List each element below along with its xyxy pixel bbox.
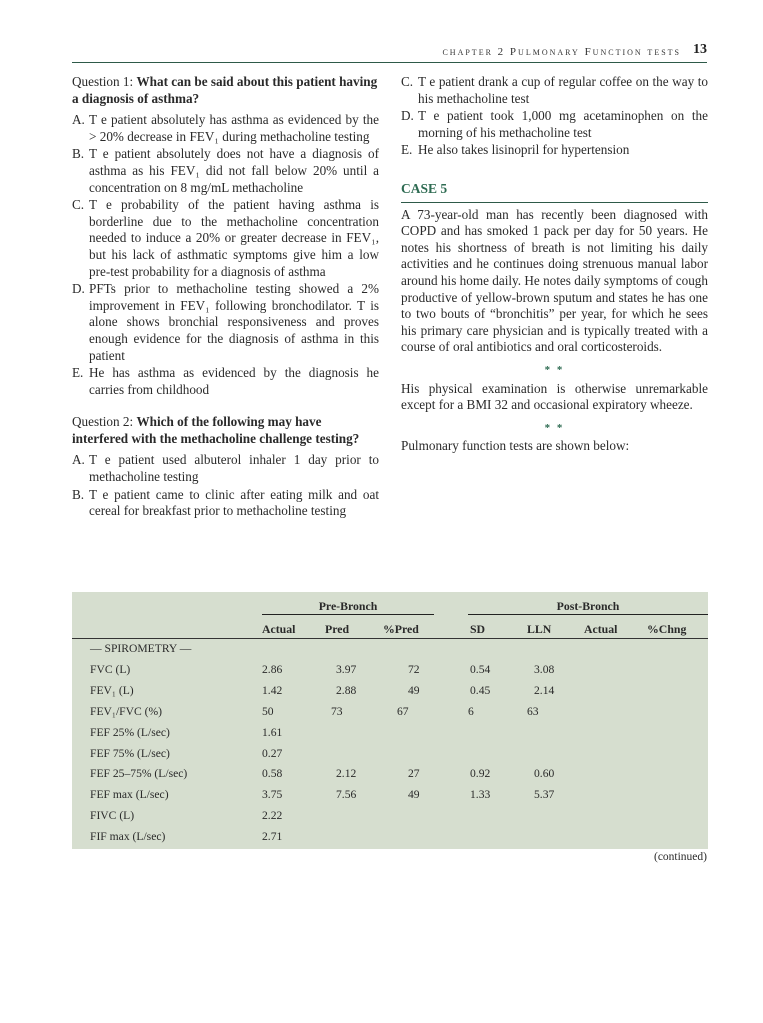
table-row: [72, 705, 708, 726]
column-header: LLN: [527, 622, 552, 636]
column-header: Pred: [325, 622, 350, 636]
table-cell: 2.88: [336, 683, 357, 697]
option-text: T e patient absolutely does not have a diagnosis of asthma as his FEV₁ did not fall below 20% until a concentration on 8 mg/mL methacholine: [89, 146, 379, 195]
option-letter: B.: [72, 146, 85, 162]
case-paragraph: His physical examination is otherwise unremarkable except for a BMI 32 and occasional expiratory wheeze.: [401, 380, 708, 413]
continued-note: (continued): [653, 851, 707, 863]
table-cell: 6: [468, 704, 474, 718]
option-text: T e patient came to clinic after eating milk and oat cereal for breakfast prior to methacholine testing: [89, 486, 379, 519]
table-cell: 27: [408, 767, 420, 781]
table-cell: 49: [408, 788, 420, 802]
option-letter: A.: [72, 112, 85, 128]
column-header: %Chng: [647, 622, 687, 636]
row-label: FEF 25% (L/sec): [90, 725, 170, 739]
table-row: [72, 767, 708, 788]
option-text: T e patient drank a cup of regular coffee on the way to his methacholine test: [418, 74, 708, 106]
group-rule: [262, 614, 434, 615]
answer-option: [72, 112, 379, 145]
row-label: FEF max (L/sec): [90, 788, 169, 802]
table-group-header: Pre-Bronch: [318, 599, 378, 613]
table-row: [72, 663, 708, 684]
table-cell: 0.58: [262, 767, 283, 781]
option-letter: C.: [401, 74, 414, 89]
pulmonary-function-table: [72, 592, 708, 849]
answer-option: [72, 452, 379, 485]
row-label: FIF max (L/sec): [90, 830, 166, 844]
running-head: chapter 2 Pulmonary Function tests: [442, 46, 681, 58]
table-cell: 7.56: [336, 788, 357, 802]
question-1-options: [72, 112, 379, 398]
page-header: [72, 42, 707, 63]
case-paragraph: Pulmonary function tests are shown below:: [401, 438, 630, 454]
option-letter: D.: [72, 281, 85, 297]
table-row: [72, 788, 708, 809]
table-cell: 3.08: [534, 662, 555, 676]
table-cell: 72: [408, 662, 420, 676]
table-cell: 0.54: [470, 662, 491, 676]
option-letter: E.: [401, 142, 413, 158]
row-label: FEV₁/FVC (%): [90, 704, 162, 718]
answer-option: [72, 365, 379, 398]
column-header: Actual: [584, 622, 618, 636]
table-cell: 2.14: [534, 683, 555, 697]
table-cell: 0.60: [534, 767, 555, 781]
table-cell: 63: [527, 704, 539, 718]
table-row: [72, 642, 708, 663]
page-number: 13: [693, 42, 707, 57]
option-text: T e patient absolutely has asthma as evidenced by the > 20% decrease in FEV₁ during methacholine testing: [89, 112, 379, 144]
answer-option: [401, 142, 708, 159]
row-label: FIVC (L): [90, 809, 135, 823]
table-cell: 1.42: [262, 683, 283, 697]
table-cell: 50: [262, 704, 274, 718]
table-cell: 2.22: [262, 809, 283, 823]
left-column: [72, 74, 379, 536]
option-text: He also takes lisinopril for hypertension: [418, 142, 630, 158]
answer-option: [72, 281, 379, 364]
right-column: [401, 74, 708, 455]
section-divider: * *: [544, 421, 565, 434]
table-cell: 73: [331, 704, 343, 718]
column-header: SD: [470, 622, 486, 636]
question-2: [72, 414, 379, 447]
question-1: [72, 74, 379, 107]
option-text: T e probability of the patient having asthma is borderline due to the methacholine concentration needed to induce a 20% or greater decrease in FEV₁, but his lack of asthmatic symptoms give him a low pre-test probability for a diagnosis of asthma: [89, 197, 379, 279]
question-2-options-continued: [401, 74, 708, 159]
column-header: %Pred: [383, 622, 419, 636]
table-row: [72, 809, 708, 830]
question-1-text: What can be said about this patient having a diagnosis of asthma?: [72, 74, 378, 106]
row-label: FEF 75% (L/sec): [90, 746, 170, 760]
answer-option: [401, 108, 708, 141]
table-cell: 49: [408, 683, 420, 697]
table-cell: 2.71: [262, 830, 283, 844]
question-2-label: Question 2:: [72, 414, 137, 430]
row-label: FEF 25–75% (L/sec): [90, 767, 188, 781]
table-cell: 1.33: [470, 788, 491, 802]
table-cell: 0.27: [262, 746, 283, 760]
answer-option: [72, 197, 379, 280]
row-label: FVC (L): [90, 662, 131, 676]
option-letter: D.: [401, 108, 414, 124]
row-label: FEV₁ (L): [90, 683, 134, 697]
question-2-text: Which of the following may have interfered with the methacholine challenge testing?: [72, 414, 360, 446]
case-title: CASE 5: [401, 181, 708, 203]
table-row: [72, 684, 708, 705]
option-letter: A.: [72, 452, 85, 468]
table-cell: 67: [397, 704, 409, 718]
table-row: [72, 747, 708, 768]
section-divider: * *: [544, 363, 565, 376]
option-text: T e patient took 1,000 mg acetaminophen on the morning of his methacholine test: [418, 108, 708, 140]
row-label: — SPIROMETRY —: [90, 642, 192, 655]
header-rule: [72, 638, 708, 639]
option-text: T e patient used albuterol inhaler 1 day prior to methacholine testing: [89, 452, 379, 485]
table-cell: 5.37: [534, 788, 555, 802]
table-cell: 0.92: [470, 767, 491, 781]
group-rule: [468, 614, 708, 615]
table-group-header: Post-Bronch: [556, 599, 620, 613]
table-row: [72, 726, 708, 747]
table-cell: 3.97: [336, 662, 357, 676]
option-letter: C.: [72, 197, 85, 213]
option-letter: B.: [72, 486, 85, 502]
table-cell: 2.12: [336, 767, 357, 781]
answer-option: [72, 487, 379, 520]
table-cell: 3.75: [262, 788, 283, 802]
table-cell: 1.61: [262, 725, 283, 739]
table-cell: 2.86: [262, 662, 283, 676]
option-text: PFTs prior to methacholine testing showed a 2% improvement in FEV₁ following bronchodilator. T is alone shows bronchial responsiveness and proves enough evidence for the diagnosis of asthma in this patient: [89, 281, 379, 363]
question-2-options: [72, 452, 379, 519]
table-row: [72, 830, 708, 851]
answer-option: [401, 74, 708, 107]
question-1-label: Question 1:: [72, 74, 137, 89]
case-paragraph: A 73-year-old man has recently been diagnosed with COPD and has smoked 1 pack per day for 50 years. He notes his shortness of breath is not limiting his daily activities and he continues doing strenuous manual labor around his home daily. He notes daily symptoms of cough productive of yellow-brown sputum and states he has one to two bouts of “bronchitis” per year, for which he sees his primary care physician and is typically treated with a course of oral antibiotics and oral corticosteroids.: [401, 206, 708, 355]
table-cell: 0.45: [470, 683, 491, 697]
option-letter: E.: [72, 365, 84, 381]
option-text: He has asthma as evidenced by the diagnosis he carries from childhood: [89, 365, 379, 397]
column-header: Actual: [262, 622, 296, 636]
answer-option: [72, 146, 379, 196]
